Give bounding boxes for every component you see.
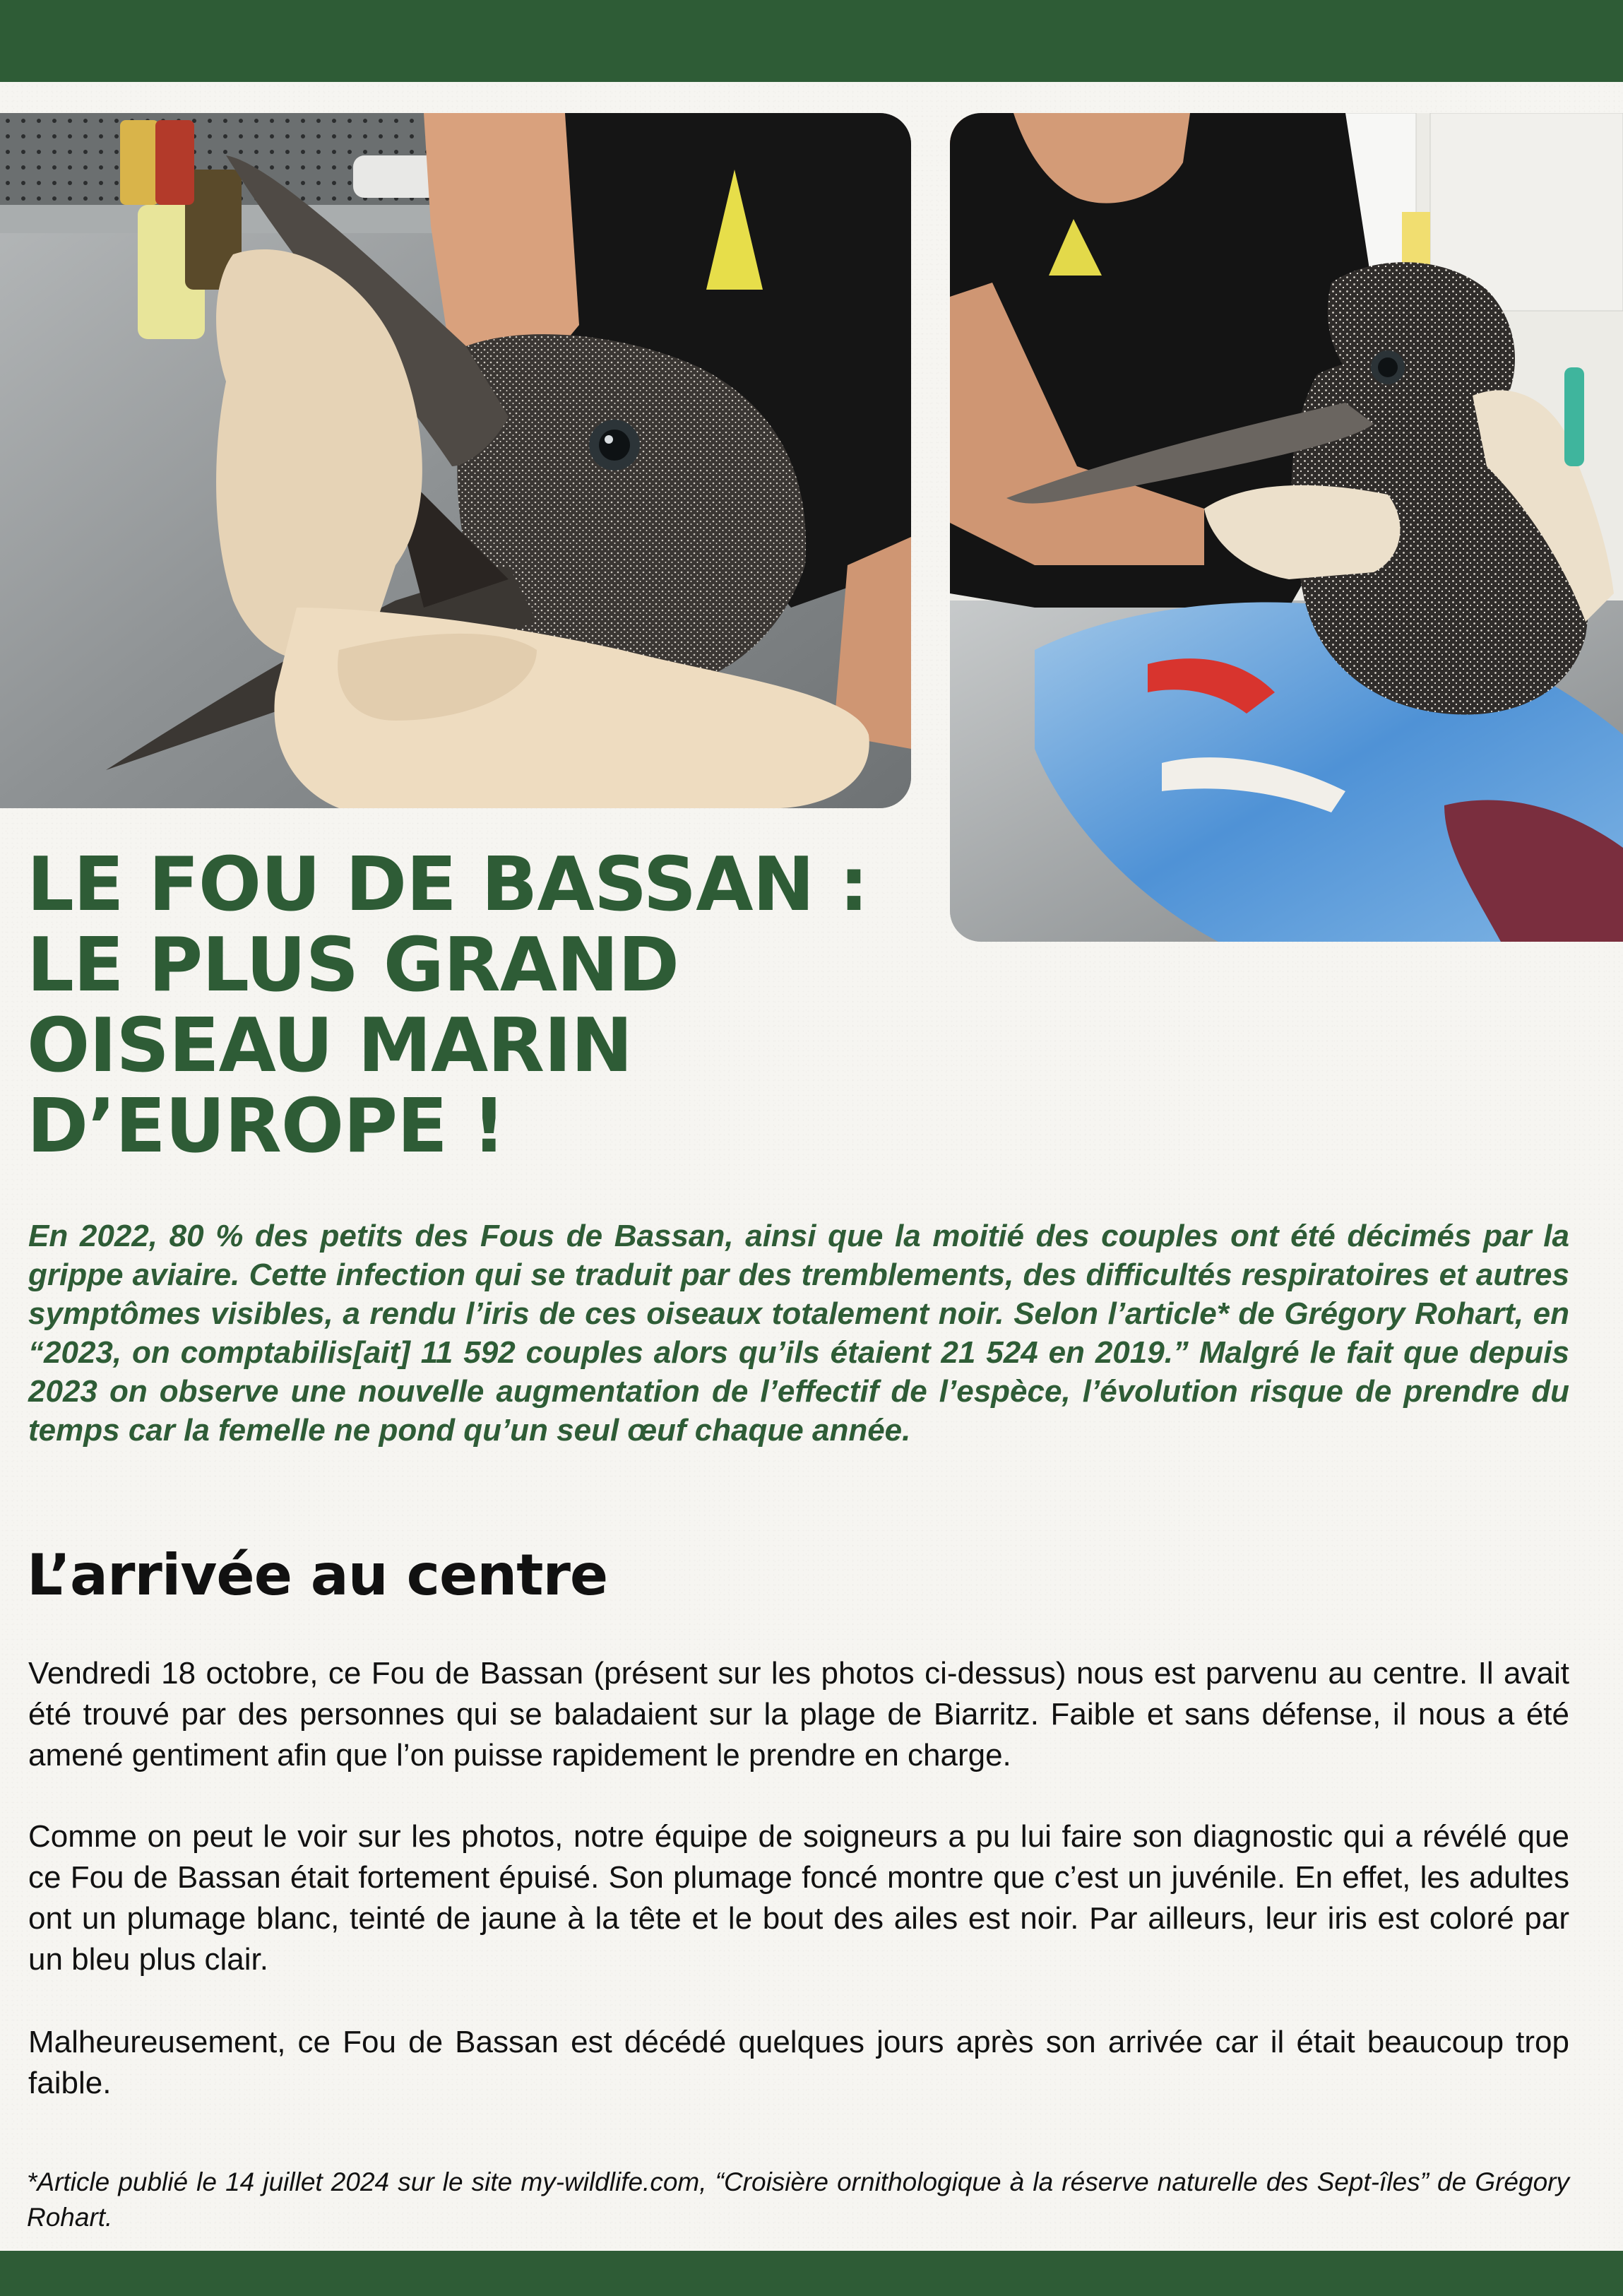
article-title — [27, 841, 931, 1169]
gannet-on-towel-image — [950, 113, 1623, 942]
title-line-3: OISEAU MARIN — [27, 1002, 633, 1089]
section-heading: L’arrivée au centre — [27, 1542, 608, 1608]
body-paragraph-1: Vendredi 18 octobre, ce Fou de Bassan (présent sur les photos ci-dessus) nous est parvenu au centre. Il avait été trouvé par des personnes qui se baladaient sur la plage de Biarritz. Faible et sans défense, il nous a été amené gentiment afin que l’on puisse rapidement le prendre en charge. — [28, 1656, 1569, 1773]
body-paragraph-2: Comme on peut le voir sur les photos, notre équipe de soigneurs a pu lui faire son diagnostic qui a révélé que ce Fou de Bassan était fortement épuisé. Son plumage foncé montre que c’est un juvénile. En effet, les adultes ont un plumage blanc, teinté de jaune à la tête et le bout des ailes est noir. Par ailleurs, leur iris est coloré par un bleu plus clair. — [28, 1819, 1569, 1977]
footnote: *Article publié le 14 juillet 2024 sur le site my-wildlife.com, “Croisière ornithologique à la réserve naturelle des Sept-îles” de Grégory Rohart. — [27, 2167, 1569, 2232]
title-line-1: LE FOU DE BASSAN : — [27, 841, 868, 928]
body-paragraph-3: Malheureusement, ce Fou de Bassan est décédé quelques jours après son arrivée car il était beaucoup trop faible. — [28, 2025, 1569, 2100]
header-band — [0, 0, 1623, 82]
intro-paragraph: En 2022, 80 % des petits des Fous de Bassan, ainsi que la moitié des couples ont été décimés par la grippe aviaire. Cette infection qui se traduit par des tremblements, des difficultés respiratoires et autres symptômes visibles, a rendu l’iris de ces oiseaux totalement noir. Selon l’article* de Grégory Rohart, en “2023, on comptabilis[ait] 11 592 couples alors qu’ils étaient 21 524 en 2019.” Malgré le fait que depuis 2023 on observe une nouvelle augmentation de l’effectif de l’espèce, l’évolution risque de prendre du temps car la femelle ne pond qu’un seul œuf chaque année. — [28, 1219, 1569, 1448]
title-line-2: LE PLUS GRAND — [27, 922, 679, 1008]
footer-band — [0, 2251, 1623, 2296]
gannet-closeup-photo — [0, 113, 911, 808]
gannet-closeup-image — [0, 113, 911, 808]
gannet-on-towel-photo — [950, 113, 1623, 942]
title-line-4: D’EUROPE ! — [27, 1083, 506, 1169]
